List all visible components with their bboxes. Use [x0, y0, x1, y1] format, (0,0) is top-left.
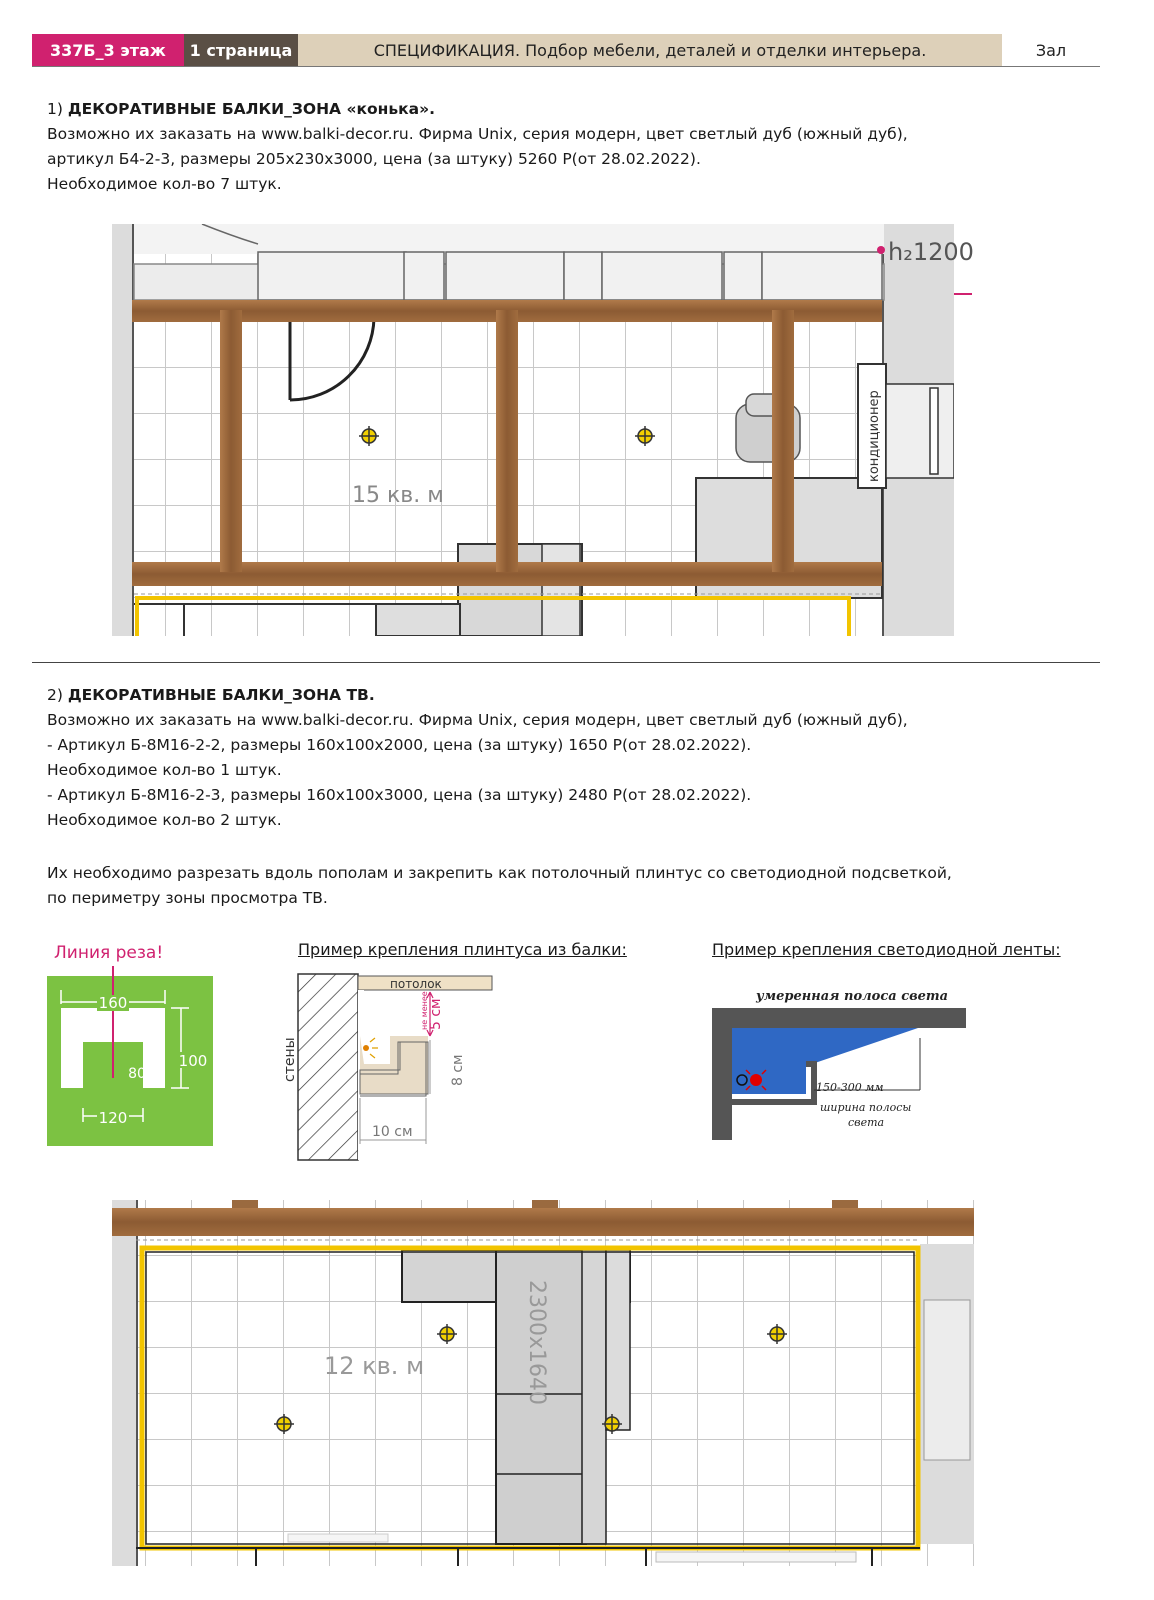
section1-line: Необходимое кол-во 7 штук.	[47, 175, 282, 193]
section2-note: Их необходимо разрезать вдоль пополам и закрепить как потолочный плинтус со светодиодной подсветкой,	[47, 864, 952, 882]
section2-line: - Артикул Б-8М16-2-2, размеры 160х100х2000, цена (за штуку) 1650 Р(от 28.02.2022).	[47, 736, 752, 754]
section1-line: артикул Б4-2-3, размеры 205х230х3000, цена (за штуку) 5260 Р(от 28.02.2022).	[47, 150, 701, 168]
svg-text:8 см: 8 см	[450, 1054, 466, 1086]
svg-text:не менее: не менее	[420, 991, 429, 1030]
tv-zone-plan	[112, 1200, 974, 1566]
mount-caption: Пример крепления плинтуса из балки:	[298, 940, 627, 959]
led-caption: Пример крепления светодиодной ленты:	[712, 940, 1061, 959]
led-icon	[750, 1074, 762, 1086]
svg-text:120: 120	[98, 1109, 128, 1127]
section2-heading: 2) ДЕКОРАТИВНЫЕ БАЛКИ_ЗОНА ТВ.	[47, 686, 375, 704]
area-label: 12 кв. м	[324, 1352, 425, 1380]
section2-line: - Артикул Б-8М16-2-3, размеры 160х100х3000, цена (за штуку) 2480 Р(от 28.02.2022).	[47, 786, 752, 804]
svg-text:ширина полосы: ширина полосы	[820, 1101, 912, 1114]
header-bar	[32, 34, 1100, 67]
document-title: СПЕЦИФИКАЦИЯ. Подбор мебели, деталей и отделки интерьера.	[298, 34, 1002, 66]
page-number: 1 страница	[184, 34, 298, 66]
ridge-zone-plan	[112, 224, 992, 636]
ridge-beam-bottom	[112, 1208, 974, 1236]
svg-text:160: 160	[98, 994, 128, 1012]
height-label: h₂1200	[888, 238, 974, 266]
svg-text:потолок: потолок	[390, 977, 442, 991]
section2-line: Необходимое кол-во 2 штук.	[47, 811, 282, 829]
section1-heading: 1) ДЕКОРАТИВНЫЕ БАЛКИ_ЗОНА «конька».	[47, 100, 436, 118]
svg-text:умеренная полоса света: умеренная полоса света	[756, 989, 949, 1004]
svg-text:10 см: 10 см	[372, 1124, 413, 1140]
svg-text:100: 100	[178, 1052, 208, 1070]
height-marker-icon	[877, 246, 885, 254]
svg-text:80: 80	[128, 1066, 146, 1082]
svg-text:150-300 мм: 150-300 мм	[816, 1081, 884, 1094]
svg-text:стены: стены	[282, 1037, 298, 1082]
svg-text:света: света	[848, 1116, 885, 1129]
ac-label: кондиционер	[867, 390, 882, 482]
section-divider	[32, 662, 1100, 663]
mount-diagram	[280, 970, 500, 1166]
section1-line: Возможно их заказать на www.balki-decor.ru. Фирма Unix, серия модерн, цвет светлый дуб (южный дуб),	[47, 125, 908, 143]
cross-beam	[772, 310, 794, 572]
svg-text:5 см: 5 см	[428, 998, 444, 1030]
section2-line: Необходимое кол-во 1 штук.	[47, 761, 282, 779]
led-icon	[363, 1045, 369, 1051]
cross-beam	[220, 310, 242, 572]
section2-note: по периметру зоны просмотра ТВ.	[47, 889, 328, 907]
led-diagram	[710, 984, 970, 1144]
tv-size-label: 2300х1640	[524, 1280, 549, 1405]
area-label: 15 кв. м	[352, 483, 444, 508]
room-name: Зал	[1035, 40, 1067, 60]
project-code: 337Б_3 этаж	[32, 34, 184, 66]
cross-beam	[496, 310, 518, 572]
cut-diagram	[47, 966, 213, 1146]
section2-line: Возможно их заказать на www.balki-decor.ru. Фирма Unix, серия модерн, цвет светлый дуб (южный дуб),	[47, 711, 908, 729]
cut-line-title: Линия реза!	[54, 943, 164, 963]
